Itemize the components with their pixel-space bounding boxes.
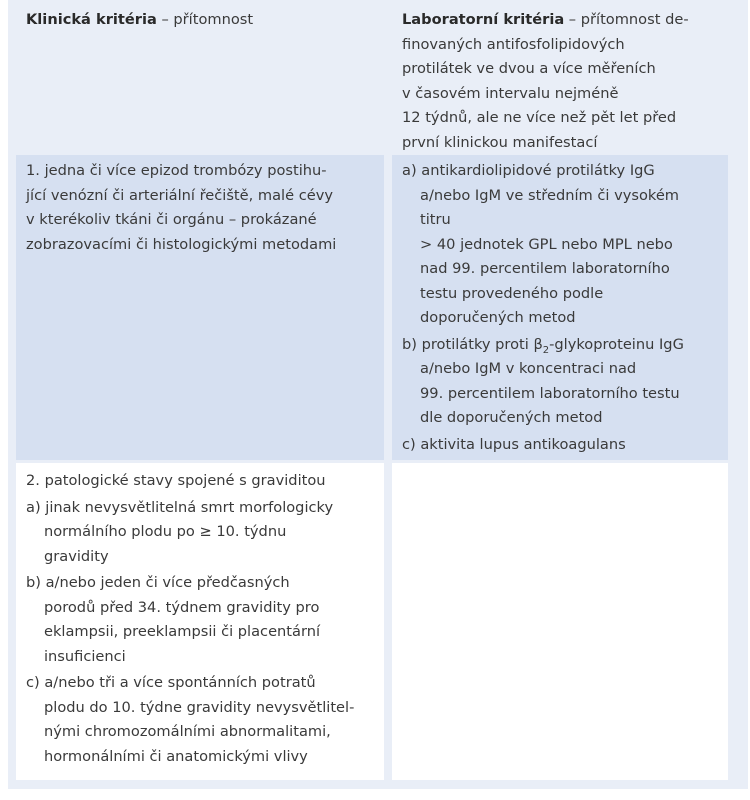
clinical-pregnancy-item: normálního plodu po ≥ 10. týdnu <box>44 523 287 540</box>
clinical-pregnancy-item: hormonálními či anatomickými vlivy <box>44 747 308 765</box>
clinical-thrombosis-line: 1. jedna či více epizod trombózy postihu- <box>26 162 327 179</box>
lab-item-text: 99. percentilem laboratorního testu <box>420 384 680 402</box>
header-lab-title: Laboratorní kritéria <box>402 11 565 28</box>
clinical-pregnancy-item: c) a/nebo tři a více spontánních potratů <box>26 674 316 691</box>
lab-item-text: a) antikardiolipidové protilátky IgG <box>402 162 655 179</box>
lab-criteria-list <box>402 159 722 457</box>
clinical-pregnancy-item: eklampsii, preeklampsii či placentární <box>44 623 321 640</box>
header-lab-line: v časovém intervalu nejméně <box>402 84 619 102</box>
clinical-thrombosis-line: jící venózní či arteriální řečiště, malé cévy <box>26 186 334 204</box>
lab-item-text: b) protilátky proti β <box>402 335 543 353</box>
lab-item-b2-glycoprotein <box>402 333 722 431</box>
lab-item-text: c) aktivita lupus antikoagulans <box>402 435 626 453</box>
lab-item-text: doporučených metod <box>420 309 576 326</box>
clinical-pregnancy-title: 2. patologické stavy spojené s graviditou <box>26 472 326 489</box>
header-clinical <box>26 8 376 33</box>
lab-item-lupus-anticoagulant <box>402 433 722 458</box>
lab-item-text: -glykoproteinu IgG <box>549 335 684 353</box>
header-clinical-title: Klinická kritéria <box>26 11 157 28</box>
lab-item-text: testu provedeného podle <box>420 284 604 302</box>
clinical-thrombosis-line: v kterékoliv tkáni či orgánu – prokázané <box>26 211 317 228</box>
clinical-thrombosis-line: zobrazovacími či histologickými metodami <box>26 235 337 253</box>
clinical-pregnancy-item: b) a/nebo jeden či více předčasných <box>26 574 290 591</box>
header-clinical-subtitle: – přítomnost <box>156 11 254 28</box>
header-lab-line: první klinickou manifestací <box>402 133 598 151</box>
lab-item-text: dle doporučených metod <box>420 409 603 426</box>
lab-item-text: nad 99. percentilem laboratorního <box>420 260 670 277</box>
clinical-pregnancy-item: plodu do 10. týdne gravidity nevysvětlitel- <box>44 698 355 716</box>
clinical-pregnancy-item: a) jinak nevysvětlitelná smrt morfologicky <box>26 498 334 516</box>
clinical-pregnancy-item: insuficienci <box>44 647 126 665</box>
header-lab-subtitle: – přítomnost de- <box>564 11 689 28</box>
header-lab <box>402 8 722 155</box>
clinical-pregnancy-item: gravidity <box>44 547 109 565</box>
lab-item-text: a/nebo IgM v koncentraci nad <box>420 360 637 377</box>
header-lab-line: protilátek ve dvou a více měřeních <box>402 60 656 77</box>
clinical-thrombosis-text <box>26 159 376 257</box>
header-lab-line: finovaných antifosfolipidových <box>402 35 625 53</box>
header-lab-line: 12 týdnů, ale ne více než pět let před <box>402 109 677 126</box>
clinical-pregnancy-item: nými chromozomálními abnormalitami, <box>44 723 331 740</box>
clinical-pregnancy-text <box>26 469 376 769</box>
lab-item-text: titru <box>420 211 451 228</box>
cell-lab-empty <box>392 463 728 780</box>
clinical-pregnancy-item: porodů před 34. týdnem gravidity pro <box>44 598 320 616</box>
lab-item-text: a/nebo IgM ve středním či vysokém <box>420 186 680 204</box>
lab-item-subscript: 2 <box>542 344 550 356</box>
lab-item-text: > 40 jednotek GPL nebo MPL nebo <box>420 235 673 253</box>
lab-item-anticardiolipin <box>402 159 722 331</box>
